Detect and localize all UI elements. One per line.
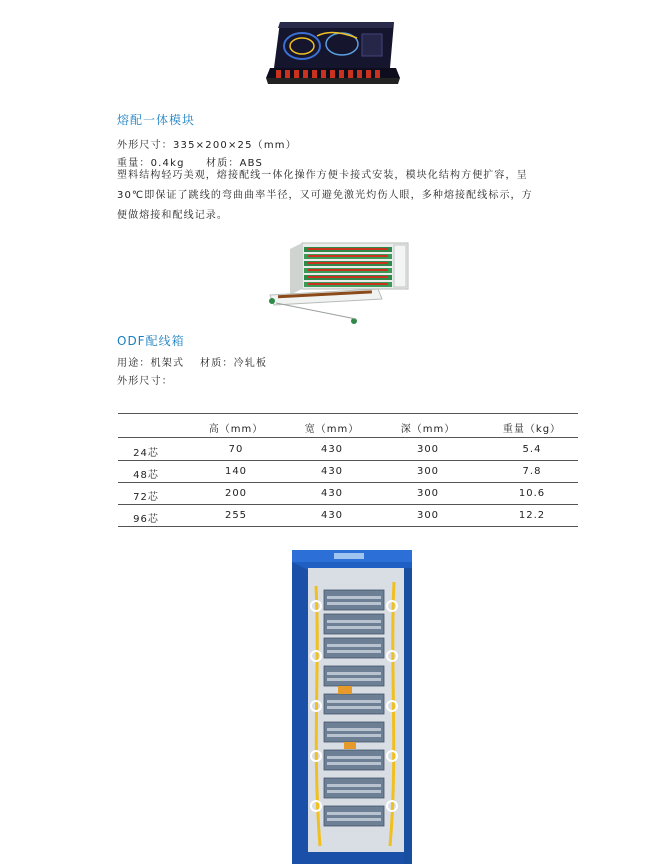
splice-module-image [262,18,402,90]
table-cell: 430 [320,466,344,477]
odf-cabinet-drawing [290,546,416,864]
table-cell: 10.6 [518,488,546,499]
section1-size: 外形尺寸：335×200×25（mm） [117,140,297,151]
section2-size: 外形尺寸： [117,376,173,387]
section1-title: 熔配一体模块 [117,113,196,127]
table-cell: 300 [416,444,440,455]
table-rule [118,437,578,438]
table-header-cell: 高（mm） [208,424,264,435]
table-rule [118,526,578,527]
description-line: 便做熔接和配线记录。 [117,210,228,221]
table-rule [118,460,578,461]
table-cell: 300 [416,510,440,521]
table-cell: 72芯 [133,492,159,503]
table-cell: 430 [320,510,344,521]
table-cell: 70 [228,444,244,455]
odf-cabinet-image [290,546,416,864]
table-cell: 140 [224,466,248,477]
odf-box-image [262,237,412,327]
table-cell: 255 [224,510,248,521]
table-cell: 200 [224,488,248,499]
table-cell: 300 [416,466,440,477]
table-cell: 5.4 [522,444,542,455]
table-cell: 12.2 [518,510,546,521]
section2-use: 用途：机架式 [117,358,185,369]
table-header-cell: 宽（mm） [304,424,360,435]
description-line: 塑料结构轻巧美观，熔接配线一体化操作方便卡接式安装，模块化结构方便扩容，呈 [117,170,528,181]
table-rule [118,504,578,505]
section2-material: 材质：冷轧板 [200,358,268,369]
table-rule [118,482,578,483]
table-header-cell: 重量（kg） [502,424,562,435]
table-cell: 96芯 [133,514,159,525]
table-cell: 24芯 [133,448,159,459]
description-line: 30℃即保证了跳线的弯曲曲率半径，又可避免激光灼伤人眼，多种熔接配线标示，方 [117,190,533,201]
section1-material: 材质：ABS [206,158,264,169]
splice-module-drawing [262,18,402,90]
odf-box-drawing [262,237,412,327]
section2-title: ODF配线箱 [117,334,185,348]
table-cell: 430 [320,488,344,499]
table-cell: 430 [320,444,344,455]
table-rule [118,413,578,414]
table-cell: 7.8 [522,466,542,477]
table-cell: 48芯 [133,470,159,481]
table-header-cell: 深（mm） [400,424,456,435]
section1-description [117,166,577,226]
table-cell: 300 [416,488,440,499]
section1-weight: 重量：0.4kg [117,158,185,169]
